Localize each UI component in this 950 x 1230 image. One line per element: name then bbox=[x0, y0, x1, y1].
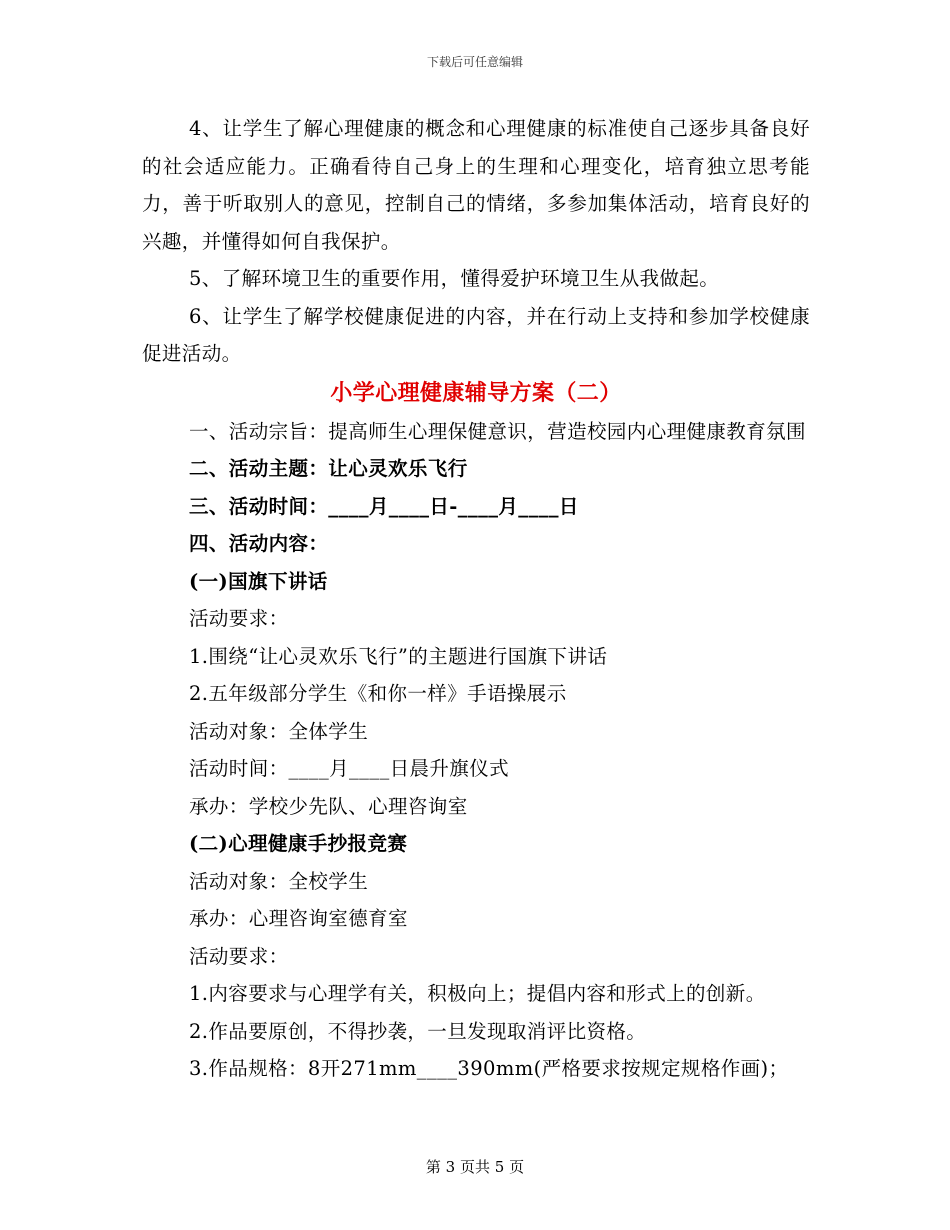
list-item: 承办：学校少先队、心理咨询室 bbox=[189, 794, 468, 818]
list-item: 2.作品要原创，不得抄袭，一旦发现取消评比资格。 bbox=[189, 1019, 647, 1043]
list-item: 活动要求： bbox=[189, 944, 289, 968]
subsection-poster-contest: (二)心理健康手抄报竞赛 bbox=[189, 832, 408, 855]
page-footer: 第 3 页共 5 页 bbox=[425, 1158, 525, 1176]
document-body bbox=[142, 110, 810, 1088]
paragraph-content-heading: 四、活动内容： bbox=[189, 532, 329, 555]
list-item: 1.内容要求与心理学有关，积极向上；提倡内容和形式上的创新。 bbox=[189, 982, 766, 1005]
paragraph-goal-5: 5、了解环境卫生的重要作用，懂得爱护环境卫生从我做起。 bbox=[189, 267, 720, 290]
list-item: 活动对象：全校学生 bbox=[189, 869, 369, 893]
list-item: 活动时间：____月____日晨升旗仪式 bbox=[189, 757, 510, 780]
page-header: 下载后可任意编辑 bbox=[426, 55, 523, 69]
list-item: 2.五年级部分学生《和你一样》手语操展示 bbox=[189, 682, 567, 705]
list-item: 3.作品规格：8开271mm____390mm(严格要求按规定规格作画)； bbox=[189, 1057, 789, 1080]
section-title: 小学心理健康辅导方案（二） bbox=[330, 379, 622, 406]
paragraph-goal-4: 4、让学生了解心理健康的概念和心理健康的标准使自己逐步具备良好的社会适应能力。正确看待自己身上的生理和心理变化，培育独立思考能力，善于听取别人的意见，控制自己的情绪，多参加集体活动，培育良好的兴趣，并懂得如何自我保护。 bbox=[142, 117, 810, 253]
list-item: 承办：心理咨询室德育室 bbox=[189, 907, 408, 930]
paragraph-purpose: 一、活动宗旨：提高师生心理保健意识，营造校园内心理健康教育氛围 bbox=[189, 419, 806, 443]
paragraph-theme: 二、活动主题：让心灵欢乐飞行 bbox=[189, 457, 468, 480]
paragraph-goal-6: 6、让学生了解学校健康促进的内容，并在行动上支持和参加学校健康促进活动。 bbox=[142, 304, 810, 365]
list-item: 活动对象：全体学生 bbox=[189, 719, 369, 743]
list-item: 活动要求： bbox=[189, 607, 289, 630]
subsection-flag-speech: (一)国旗下讲话 bbox=[189, 569, 328, 593]
paragraph-time: 三、活动时间：____月____日-____月____日 bbox=[189, 494, 579, 518]
list-item: 1.围绕“让心灵欢乐飞行”的主题进行国旗下讲话 bbox=[189, 644, 608, 668]
